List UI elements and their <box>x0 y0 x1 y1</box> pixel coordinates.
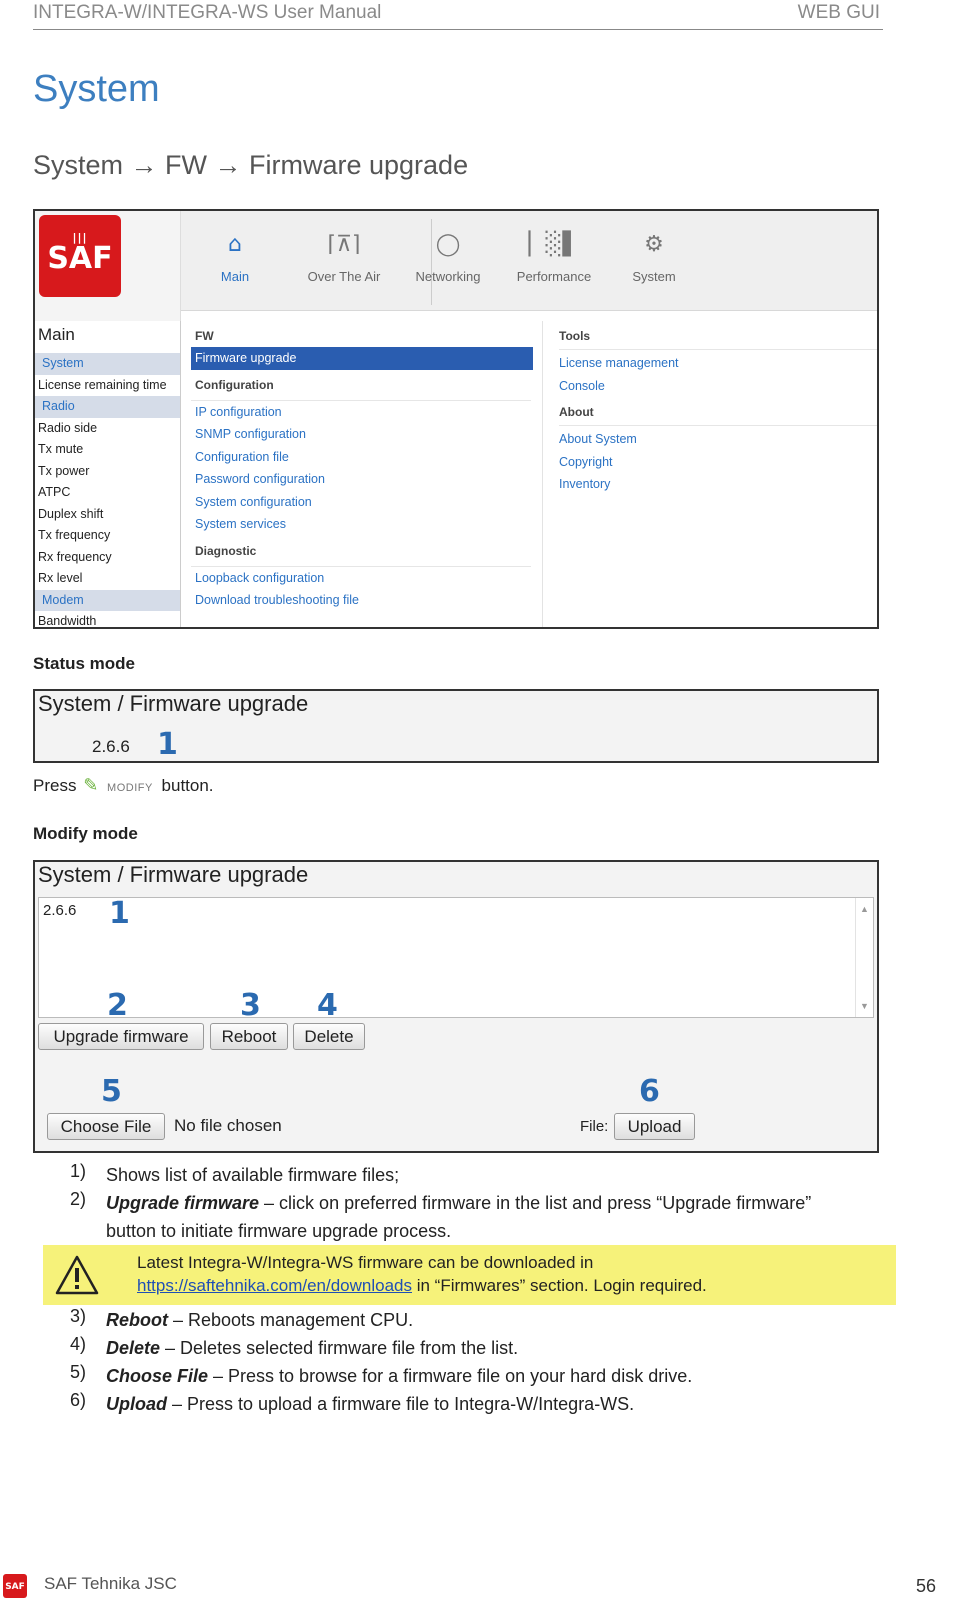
menu-item[interactable]: Copyright <box>559 454 613 469</box>
nav-system[interactable]: ⚙ System <box>604 229 704 284</box>
sidebar-item[interactable]: Duplex shift <box>38 506 104 521</box>
modify-mode-label: Modify mode <box>33 824 138 843</box>
firmware-version: 2.6.6 <box>92 737 130 756</box>
menu-section-tools: Tools <box>559 329 591 343</box>
gui-screenshot <box>33 209 879 629</box>
firmware-entry[interactable]: 2.6.6 <box>43 902 77 919</box>
panel-title: System / Firmware upgrade <box>38 691 309 716</box>
no-file-status: No file chosen <box>174 1116 282 1135</box>
page-number: 56 <box>915 1576 936 1596</box>
menu-item[interactable]: System configuration <box>195 494 312 509</box>
callout-5: 5 <box>101 1074 122 1109</box>
menu-section-fw: FW <box>195 329 214 343</box>
menu-item[interactable]: SNMP configuration <box>195 427 306 441</box>
sidebar-title: Main <box>38 325 75 344</box>
menu-section-configuration: Configuration <box>195 377 274 392</box>
nav-performance[interactable]: ▏░▌ Performance <box>504 229 604 284</box>
logo-area <box>35 211 181 321</box>
system-menu <box>191 321 541 627</box>
scroll-up-icon[interactable]: ▲ <box>860 904 869 914</box>
firmware-list[interactable] <box>38 897 874 1018</box>
callout-1: 1 <box>109 896 130 931</box>
scroll-down-icon[interactable]: ▼ <box>860 1001 869 1011</box>
section-title: WEB GUI <box>797 2 880 23</box>
callout-3: 3 <box>240 988 261 1023</box>
callout-4: 4 <box>317 988 338 1023</box>
choose-file-button[interactable]: Choose File <box>47 1113 165 1140</box>
top-navigation <box>181 211 877 311</box>
sidebar-item[interactable]: Rx level <box>38 571 83 585</box>
company-name: SAF Tehnika JSC <box>44 1574 177 1593</box>
menu-item[interactable]: Download troubleshooting file <box>195 593 359 607</box>
nav-over-the-air[interactable]: ⌈⊼⌉ Over The Air <box>294 229 394 284</box>
antenna-icon: ⌈⊼⌉ <box>327 232 361 257</box>
warning-icon <box>55 1255 99 1295</box>
menu-item[interactable]: Loopback configuration <box>195 570 325 585</box>
menu-item[interactable]: Configuration file <box>195 449 289 464</box>
nav-networking[interactable]: ◯ Networking <box>398 229 498 284</box>
press-instruction: Press ✎ MODIFY button. <box>33 775 214 795</box>
sidebar-item[interactable]: Tx mute <box>38 442 84 456</box>
gear-icon: ⚙ <box>644 232 664 257</box>
page-header <box>33 0 883 30</box>
sidebar-group[interactable]: Radio <box>35 396 180 418</box>
bar-chart-icon: ▏░▌ <box>528 232 580 257</box>
status-mode-label: Status mode <box>33 654 136 673</box>
footer-logo: SAF <box>3 1574 27 1598</box>
menu-item[interactable]: System services <box>195 517 286 531</box>
file-label: File: <box>580 1118 609 1135</box>
saf-logo[interactable]: ||| SAF <box>39 215 121 297</box>
modify-mode-screenshot <box>33 860 879 1153</box>
manual-title: INTEGRA-W/INTEGRA-WS User Manual <box>33 2 382 23</box>
warning-text: Latest Integra-W/Integra-WS firmware can be downloaded in <box>137 1253 594 1272</box>
menu-section-about: About <box>559 405 594 419</box>
menu-section-diagnostic: Diagnostic <box>195 543 257 558</box>
status-mode-screenshot <box>33 689 879 763</box>
tools-menu <box>542 321 877 627</box>
menu-item[interactable]: IP configuration <box>195 404 282 419</box>
breadcrumb: System → FW → Firmware upgrade <box>33 150 469 180</box>
sidebar <box>35 321 181 627</box>
callout-1: 1 <box>157 727 178 762</box>
sidebar-item[interactable]: Tx frequency <box>38 528 111 542</box>
sidebar-group[interactable]: Modem <box>35 590 180 612</box>
menu-item-firmware-upgrade[interactable]: Firmware upgrade <box>191 347 533 370</box>
modify-button[interactable]: MODIFY <box>107 782 153 794</box>
sidebar-item[interactable]: Radio side <box>38 420 98 435</box>
sidebar-item[interactable]: License remaining time <box>38 377 167 392</box>
home-icon: ⌂ <box>228 232 242 257</box>
sidebar-group[interactable]: System <box>35 353 180 375</box>
menu-item[interactable]: License management <box>559 356 679 370</box>
nav-main[interactable]: ⌂ Main <box>185 229 285 284</box>
warning-note: Latest Integra-W/Integra-WS firmware can be downloaded in https://saftehnika.com/en/downloads in “Firmwares” section. Login required. <box>43 1245 896 1305</box>
menu-item[interactable]: Console <box>559 378 605 393</box>
callout-6: 6 <box>639 1074 660 1109</box>
menu-item[interactable]: About System <box>559 432 637 446</box>
downloads-link[interactable]: https://saftehnika.com/en/downloads <box>137 1276 412 1295</box>
sidebar-item[interactable]: ATPC <box>38 485 71 499</box>
callout-2: 2 <box>107 988 128 1023</box>
page-heading: System <box>33 68 160 110</box>
globe-icon: ◯ <box>435 232 461 257</box>
menu-item[interactable]: Inventory <box>559 477 611 491</box>
reboot-button[interactable]: Reboot <box>210 1023 288 1050</box>
sidebar-item[interactable]: Rx frequency <box>38 549 112 564</box>
sidebar-item[interactable]: Bandwidth <box>38 614 97 628</box>
sidebar-item[interactable]: Tx power <box>38 463 90 478</box>
upload-button[interactable]: Upload <box>614 1113 695 1140</box>
scrollbar[interactable] <box>855 898 873 1017</box>
panel-title: System / Firmware upgrade <box>38 862 309 887</box>
pencil-icon: ✎ <box>83 775 99 795</box>
upgrade-firmware-button[interactable]: Upgrade firmware <box>38 1023 204 1050</box>
menu-item[interactable]: Password configuration <box>195 472 325 486</box>
delete-button[interactable]: Delete <box>293 1023 365 1050</box>
